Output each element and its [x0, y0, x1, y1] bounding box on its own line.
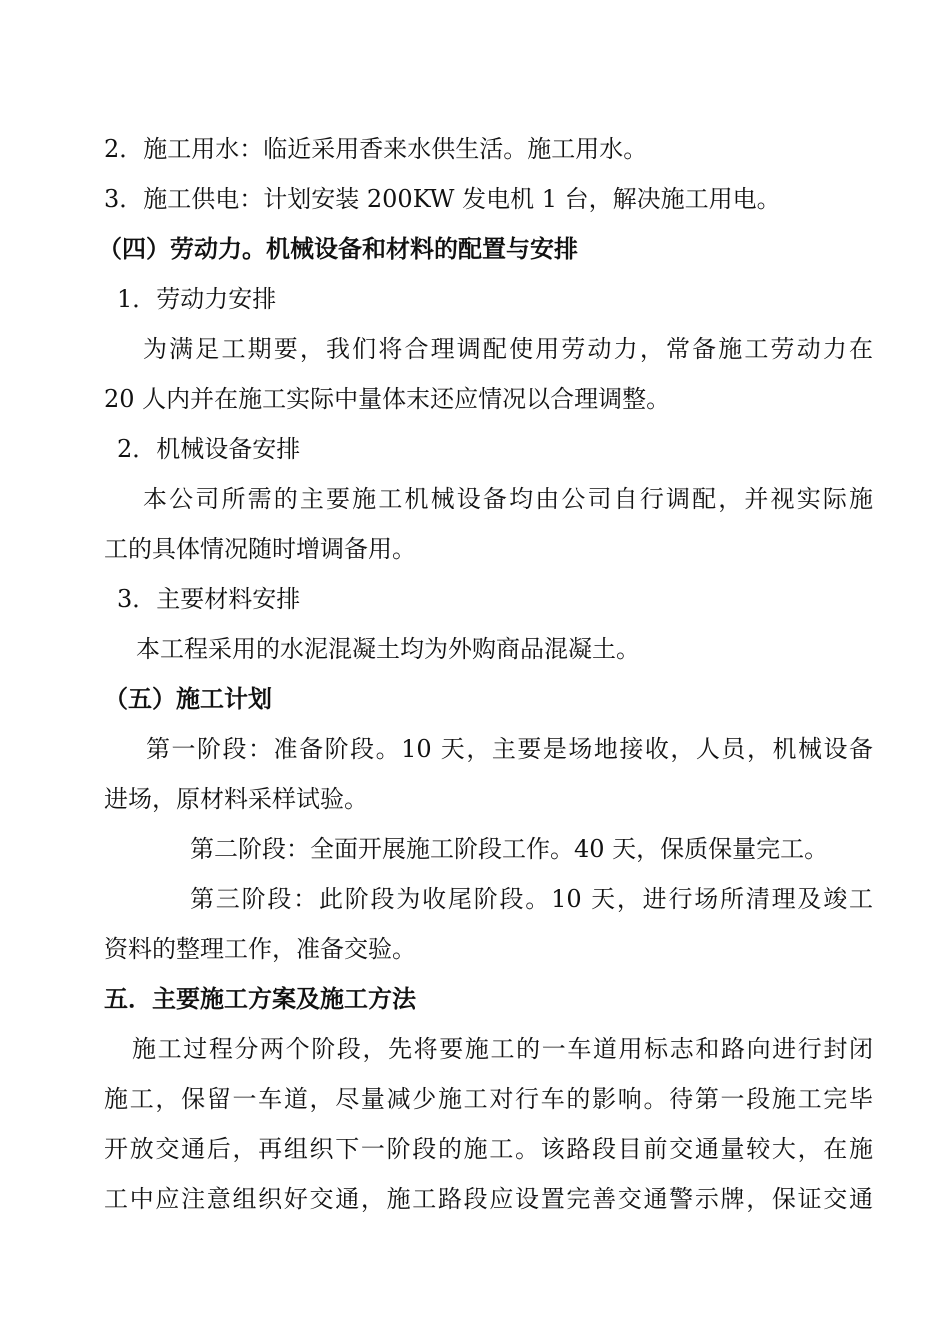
power-supply-line: 3．施工供电：计划安装 200KW 发电机 1 台，解决施工用电。: [104, 185, 781, 213]
section-heading-schedule: （五）施工计划: [104, 685, 272, 713]
stage-three-line-2: 资料的整理工作，准备交验。: [104, 935, 416, 963]
materials-subheading: 3．主要材料安排: [117, 585, 301, 613]
machinery-subheading: 2．机械设备安排: [117, 435, 301, 463]
machinery-paragraph-line-2: 工的具体情况随时增调备用。: [104, 535, 416, 563]
methods-paragraph-line-3: 开放交通后，再组织下一阶段的施工。该路段目前交通量较大，在施: [104, 1135, 873, 1163]
labor-paragraph-line-1: 为满足工期要，我们将合理调配使用劳动力，常备施工劳动力在: [143, 335, 873, 363]
section-heading-labor-equipment: （四）劳动力。机械设备和材料的配置与安排: [98, 235, 578, 263]
methods-paragraph-line-4: 工中应注意组织好交通，施工路段应设置完善交通警示牌，保证交通: [104, 1185, 873, 1213]
machinery-paragraph-line-1: 本公司所需的主要施工机械设备均由公司自行调配，并视实际施: [143, 485, 873, 513]
methods-paragraph-line-1: 施工过程分两个阶段，先将要施工的一车道用标志和路向进行封闭: [132, 1035, 873, 1063]
stage-three-line-1: 第三阶段：此阶段为收尾阶段。10 天，进行场所清理及竣工: [190, 885, 873, 913]
labor-subheading: 1．劳动力安排: [117, 285, 277, 313]
water-supply-line: 2．施工用水：临近采用香来水供生活。施工用水。: [104, 135, 648, 163]
materials-paragraph: 本工程采用的水泥混凝土均为外购商品混凝土。: [136, 635, 640, 663]
stage-one-line-1: 第一阶段：准备阶段。10 天，主要是场地接收，人员，机械设备: [146, 735, 873, 763]
labor-paragraph-line-2: 20 人内并在施工实际中量体末还应情况以合理调整。: [104, 385, 671, 413]
stage-two-line: 第二阶段：全面开展施工阶段工作。40 天，保质保量完工。: [190, 835, 829, 863]
stage-one-line-2: 进场，原材料采样试验。: [104, 785, 368, 813]
section-heading-construction-methods: 五．主要施工方案及施工方法: [104, 985, 416, 1013]
methods-paragraph-line-2: 施工，保留一车道，尽量减少施工对行车的影响。待第一段施工完毕: [104, 1085, 873, 1113]
